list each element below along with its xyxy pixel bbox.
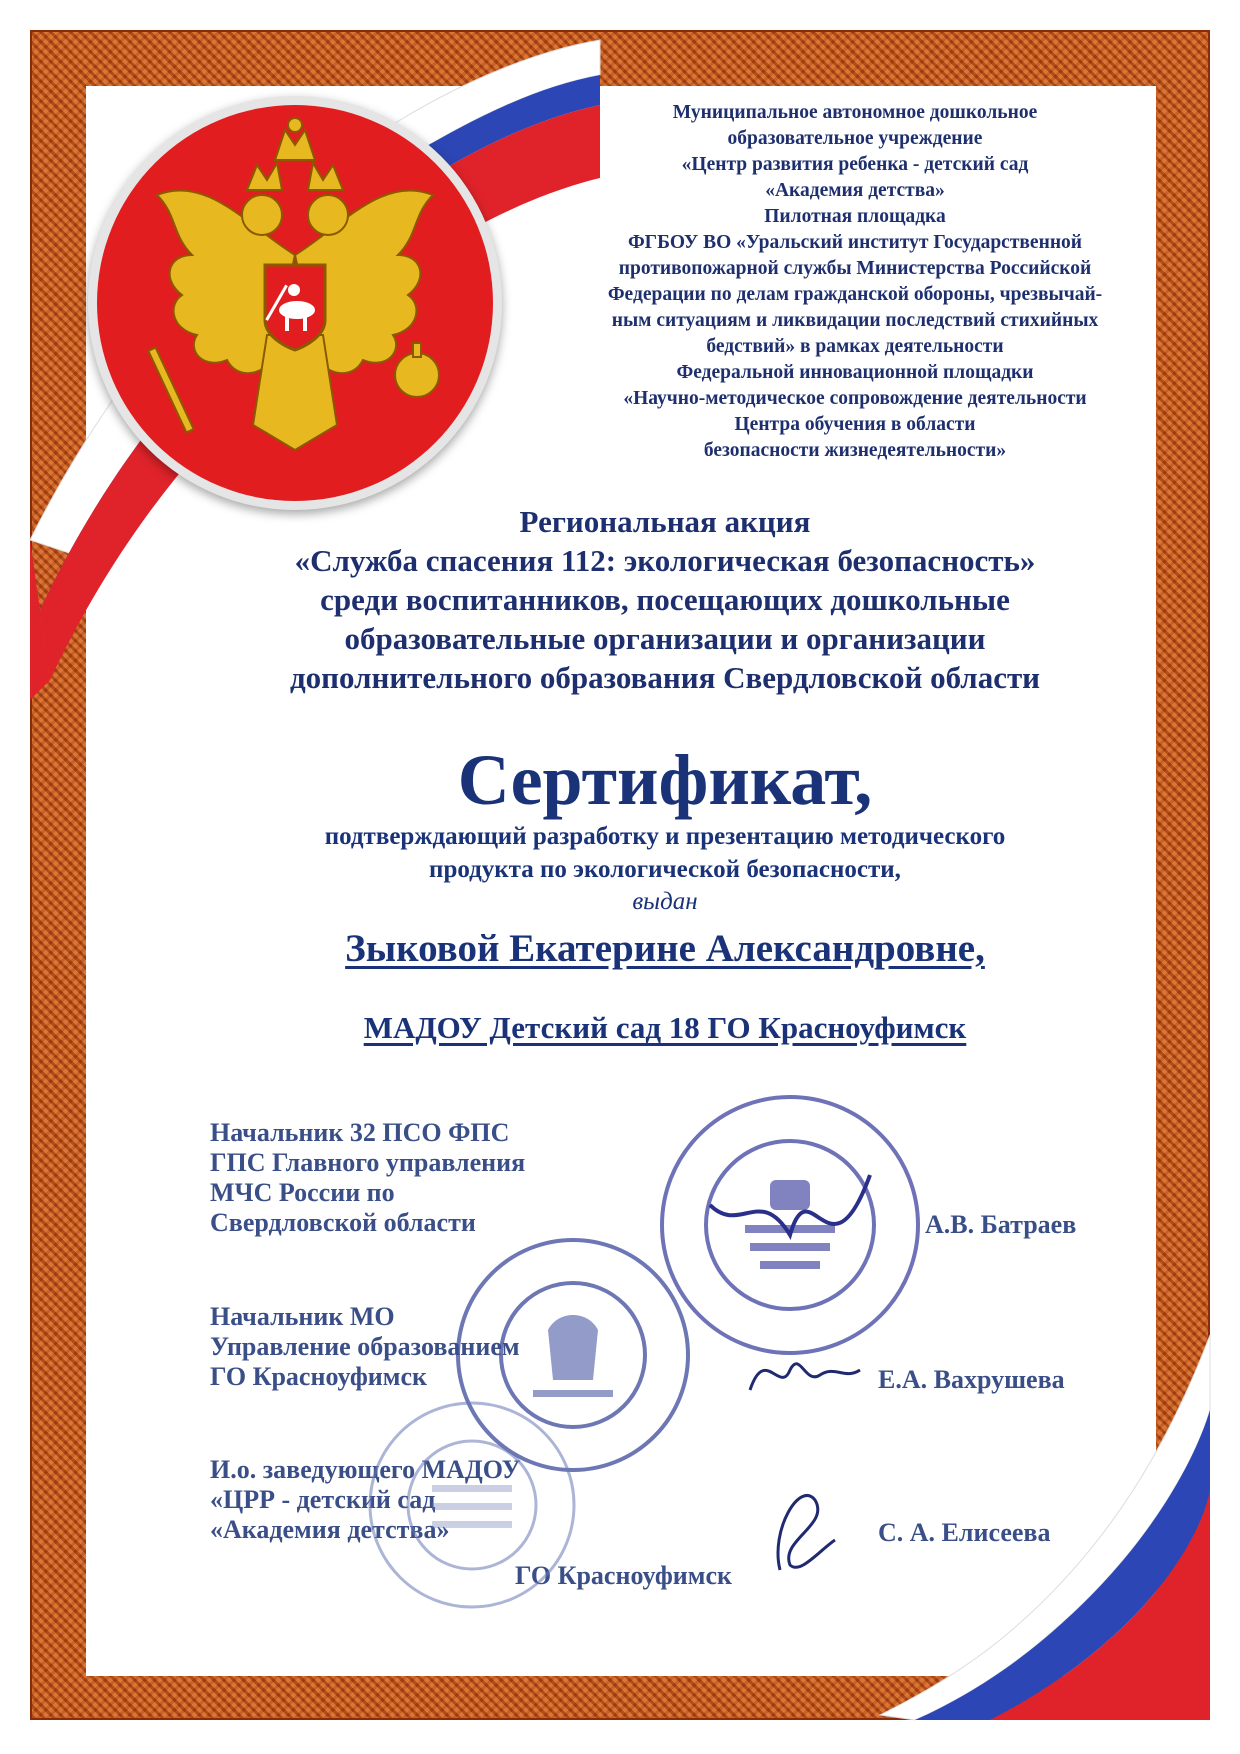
coat-of-arms-emblem <box>88 96 502 510</box>
signatory-title-line: ГО Красноуфимск <box>210 1362 428 1391</box>
action-line: образовательные организации и организации <box>344 621 986 656</box>
recipient-institution <box>190 1010 1140 1046</box>
org-line: противопожарной службы Министерства Российской <box>618 258 1092 279</box>
signatory-title-line: ГО Красноуфимск <box>515 1561 733 1590</box>
confirm-line: продукта по экологической безопасности, <box>429 856 901 883</box>
kindergarten-round-stamp <box>362 1395 582 1615</box>
confirm-line: подтверждающий разработку и презентацию методического <box>324 823 1006 850</box>
signatory-name-1: А.В. Батраев <box>925 1210 1077 1239</box>
emblem-red-disc <box>97 105 493 501</box>
certificate-description <box>190 820 1140 886</box>
handwritten-signature-3 <box>760 1470 840 1580</box>
signatory-block-1 <box>210 1118 525 1238</box>
handwritten-signature-2 <box>745 1335 865 1405</box>
signatory-title-line: ГПС Главного управления <box>210 1148 526 1177</box>
recipient-name <box>190 924 1140 974</box>
org-line: Федерации по делам гражданской обороны, чрезвычай- <box>607 284 1103 305</box>
org-line: «Академия детства» <box>765 180 945 201</box>
action-line: Региональная акция <box>519 504 811 539</box>
signatory-title-line: «ЦРР - детский сад <box>210 1485 436 1514</box>
signatory-title-line: Начальник МО <box>210 1302 395 1331</box>
institution-text: МАДОУ Детский сад 18 ГО Красноуфимск <box>363 1010 967 1045</box>
organization-header <box>520 100 1190 464</box>
org-line: безопасности жизнедеятельности» <box>703 440 1007 461</box>
signatory-title-line: Управление образованием <box>210 1332 520 1361</box>
issued-label: выдан <box>632 888 698 915</box>
signatory-title-line: Свердловской области <box>210 1208 476 1237</box>
org-line: ным ситуациям и ликвидации последствий стихийных <box>611 310 1099 331</box>
signatory-name-2: Е.А. Вахрушева <box>878 1365 1065 1394</box>
org-line: «Научно-методическое сопровождение деятельности <box>623 388 1087 409</box>
certificate-title: Сертификат, <box>457 740 873 820</box>
action-line: среди воспитанников, посещающих дошкольные <box>320 582 1010 617</box>
action-line: дополнительного образования Свердловской области <box>289 660 1041 695</box>
signatory-title-line: МЧС России по <box>210 1178 395 1207</box>
action-line: «Служба спасения 112: экологическая безопасность» <box>294 543 1036 578</box>
org-line: образовательное учреждение <box>727 128 983 149</box>
double-headed-eagle-icon <box>97 105 493 501</box>
signatory-title-line: «Академия детства» <box>210 1515 450 1544</box>
org-line: «Центр развития ребенка - детский сад <box>681 154 1029 175</box>
signatory-name-3: С. А. Елисеева <box>878 1518 1051 1547</box>
org-line: Муниципальное автономное дошкольное <box>672 102 1038 123</box>
org-line: бедствий» в рамках деятельности <box>706 336 1004 357</box>
org-line: Федеральной инновационной площадки <box>676 362 1034 383</box>
org-line: Пилотная площадка <box>764 206 946 227</box>
signatory-title-line: И.о. заведующего МАДОУ <box>210 1455 521 1484</box>
signatory-title-line: Начальник 32 ПСО ФПС <box>210 1118 510 1147</box>
regional-action-title <box>190 502 1140 697</box>
org-line: Центра обучения в области <box>734 414 976 435</box>
org-line: ФГБОУ ВО «Уральский институт Государственной <box>627 232 1083 253</box>
recipient-name-text: Зыковой Екатерине Александровне, <box>345 927 985 970</box>
